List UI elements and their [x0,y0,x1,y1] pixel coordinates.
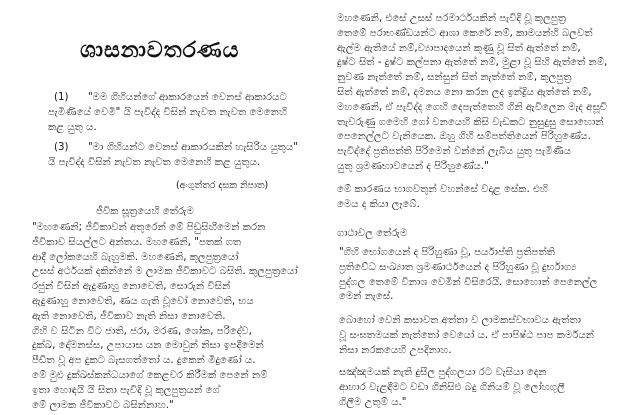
body-line: නුවණ නැත්තේ නම්, සන්සුන් සිත් නැත්තේ නම්, කුලපුත්‍ර [337,72,572,84]
section-heading: ජීවික සූත්‍රයෙහි තේරුම [96,206,194,217]
source-citation: (අංගුත්තර දසක නිපාත) [176,180,269,191]
body-line: "මහණෙනි; ජීවිකාවන් අතුරෙන් මේ පිඩුසිඟීමෙන් කරන [32,222,266,233]
body-line: මේ කාරණය භාගවතුන් වහන්සේ වදාළ සේක. එහි [337,184,548,195]
body-line: ගිහි ව සිටින විට ජාති, ජරා, මරණ, ශෝක, පරිදේව, [32,325,252,337]
quote1-line: කළ යුතු ය. [48,122,97,133]
verse-1 [339,246,633,305]
body-line: ආදී ලෝකයෙහි බැහුමකි. මහණෙනි, කුලපුත්‍රයෝ [32,251,239,263]
quote1-number: (1) [54,92,69,103]
body-line: ජීවිකාව සියල්ලට අන්තය. මහණෙනි, "පතක් ගත [32,236,242,248]
body-line: ඇති නොවෙති, ජීවිකාව නැති නිසා නොවෙති. [32,310,226,322]
paragraph-2 [337,183,633,213]
body-line: තැවරුණු ගමෙහි ගෝ වනයෙහි කිසි වැඩකට නුසුදුසු සොහොන් [337,116,604,128]
verse-line: "ගිහි භෝගයෙන් ද පිරිහුණා වූ, පර්යාප්ති ප්‍රතිපත්ති [339,247,555,258]
body-line: පැවිද්දේ ප්‍රතිපත්ති පිරිමෙන් වන්නේ ලැබිය යුතු පැමිණිය [337,146,572,158]
verse-2 [339,314,633,358]
right-column [321,0,635,415]
verse-line: ආහාර වැළඳීමට වඩා ගිනිසිළු බදු ගිනියම් වූ ලෝහගුලී [339,381,565,393]
body-line: යුතු ශ්‍රමණභාවයෙන් ද පිරිහුණේය." [337,160,489,172]
body-line: මේ මුළු දුක්ඛස්කන්ධයාගේ කෙළවර කිරීමක් පෙනේ නම් [32,369,268,381]
body-line: ඇදුණාහු නොවෙති, ණය ගැති වූවෝ නොවෙති, භය [32,295,254,307]
verse-line: නිසා නරකයෙහි උපදිනාහ. [339,344,452,356]
body-line: සිත් ඇත්තේ නම්, දමනය නො කරන ලද ඉන්ද්‍රිය ඇත්තේ නම්, [337,86,592,98]
body-line: මෙය ද කියා ලෑබේ. [337,198,420,210]
body-line: ඉතා හොඳයි යි සිතා පැවිදි වූ කුලපුත්‍රයන් ගේ [32,384,220,396]
body-paragraph [32,221,304,413]
quote2-line: යි පැවිද්ද විසින් නැවත නැවත මෙනෙහි කළ යුතුය. [48,157,261,168]
verse-line: බොහෝ වෙනි කසාවත අත්තා ව ලාමකස්වභාවය ඇත්තා [339,315,582,326]
body-line: මහණෙනි, එසේ උසස් පරමාර්ථයකින් පැවිදි වූ කුලපුත්‍ර [337,13,567,24]
document-title: ශාසනාවතරණය [80,38,240,63]
body-line: දුෂ්ට සිත් - දුෂ්ට කල්පනා ඇත්තේ නම්, මුළා වූ සිහි ඇත්තේ නම්, [337,57,608,69]
verse-line: වූ සංඝතමයක් නැත්තෝ වෙයෝ ය. ඒ පාපිෂ්ඨ පාප කර්මයන් [339,329,595,341]
body-line: මහණෙනි, ඒ පැවිද්ද ගෙහි දෙපැත්තෙහි ගිනි ඇවිලෙන මැද අසූචි [337,101,608,113]
verse-line: පුද්ගල තෙමේ විනාශ වෙමින් විසිරෙයි. සොහොන් පෙනෙල්ල [339,276,598,288]
body-line: රජුන් විසින් ඇදුණාහු නොවෙති, සොරුන් විසින් [32,281,231,293]
body-line: මේ ලාමක ජීවිකාවට බසින්නාහ." [32,399,174,411]
body-line: දුක්ඛ, දෝමනස්ස, උපායාස යන මොවුන් නිසා ඉපදීමෙන් [32,340,264,352]
body-line: පෙනෙල්ලට වැනියෙක. ඔහු ගිහි සම්පත්තියෙන් පිරිහුණේය. [337,131,591,143]
verse-heading: ගාථාවල තේරුම [337,228,408,239]
body-line: පීඩිත වූ අප දුකට බැසගත්තෝ ය. දුකෙන් මිදුණෝ ය. [32,355,256,367]
body-line: තෙමේ පරාභණ්ඩයන්ට ආශා කෙරේ නම්, කාමයන්හි බලවත් [337,27,593,39]
left-column [6,0,311,415]
verse-line: ප්‍රතිවේධ සංඛ්‍යාත ශ්‍රමණාර්ථයෙන් ද පිරිහුණා වූ දුර්භාග්‍ය [339,261,577,273]
quote1-line: "මම ගිහියන්ගේ ආකාරයෙන් වෙනස් ආකාරයට [88,92,287,103]
body-line: උසස් අර්ථයක් දකින්නේ ම ලාමක ජීවිකාවට බසිති. කුලපුත්‍රයෝ [32,266,298,278]
verse-3 [339,366,633,410]
verse-line: ගිලීම උතුම් ය." [339,396,407,408]
body-line: ඇල්ම ඇතියේ නම්,ව්‍යාපාදයෙන් කුණු වූ සිත් ඇත්තේ නම්, [337,42,581,54]
paragraph-1 [337,12,633,175]
quote1-line: පැමිණියේ වෙමි" යි පැවිද්ද විසින් නැවත නැවත මෙනෙහි [48,107,287,118]
verse-line: මෙන් නැසේ. [339,291,394,303]
quote2-line: "මා ගිහියන්ට වෙනස් ආකාරයකින් හැසිරිය යුතුය" [88,142,298,153]
quote2-number: (3) [54,142,69,153]
verse-line: සඤ්ඤමයක් නැති දුසීල පුද්ගලයා රට වැසියා දෙන [339,367,547,378]
